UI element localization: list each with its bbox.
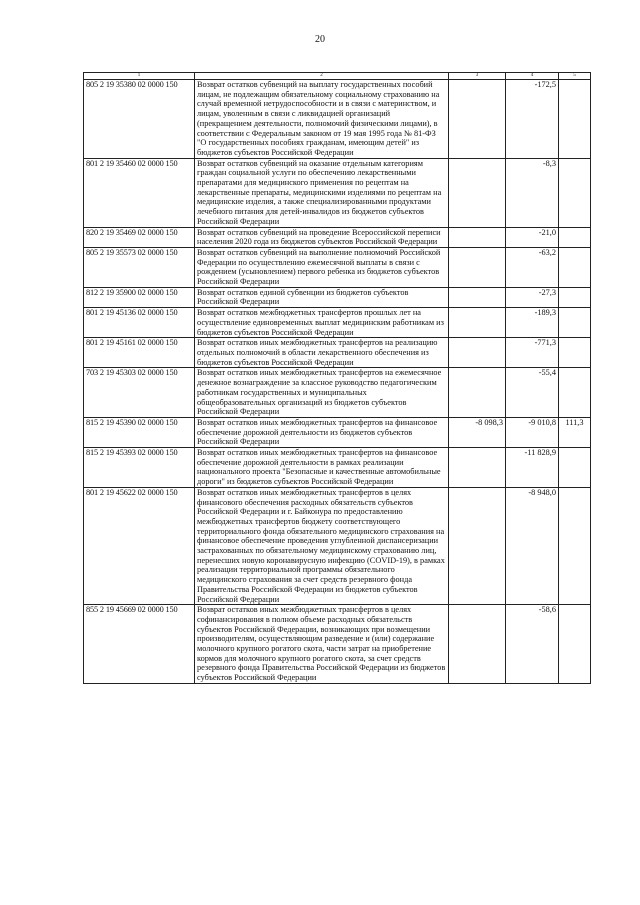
amount-col4-cell: -172,5 — [506, 80, 559, 159]
percent-col5-cell — [559, 158, 591, 227]
column-header-2: 2 — [195, 73, 449, 80]
percent-col5-cell — [559, 338, 591, 368]
table-row — [84, 158, 591, 227]
budget-code-cell: 815 2 19 45390 02 0000 150 — [84, 417, 195, 447]
amount-col3-cell — [449, 158, 506, 227]
table-row — [84, 448, 591, 488]
table-row — [84, 80, 591, 159]
table-row — [84, 308, 591, 338]
table-row — [84, 487, 591, 604]
description-cell: Возврат остатков субвенций на оказание отдельным категориям граждан социальной услуги по обеспечению лекарственными препаратами для медицинского применения по рецептам на лекарственные препараты, медицинскими изделиями по рецептам на медицинские изделия, а также специализированными продуктами лечебного питания для детей-инвалидов из бюджетов субъектов Российской Федерации — [195, 158, 449, 227]
budget-code-cell: 805 2 19 35573 02 0000 150 — [84, 247, 195, 287]
column-header-3: 3 — [449, 73, 506, 80]
percent-col5-cell — [559, 368, 591, 418]
table-row — [84, 338, 591, 368]
amount-col3-cell — [449, 487, 506, 604]
description-cell: Возврат остатков иных межбюджетных трансфертов на реализацию отдельных полномочий в области лекарственного обеспечения из бюджетов субъектов Российской Федерации — [195, 338, 449, 368]
amount-col4-cell: -771,3 — [506, 338, 559, 368]
percent-col5-cell — [559, 247, 591, 287]
amount-col4-cell: -8,3 — [506, 158, 559, 227]
description-cell: Возврат остатков субвенций на выполнение полномочий Российской Федерации по осуществлению ежемесячной выплаты в связи с рождением (усыновлением) первого ребенка из бюджетов субъектов Российской Федерации — [195, 247, 449, 287]
percent-col5-cell — [559, 448, 591, 488]
budget-code-cell: 812 2 19 35900 02 0000 150 — [84, 287, 195, 307]
budget-code-cell: 801 2 19 45622 02 0000 150 — [84, 487, 195, 604]
amount-col4-cell: -9 010,8 — [506, 417, 559, 447]
description-cell: Возврат остатков субвенций на выплату государственных пособий лицам, не подлежащим обязательному социальному страхованию на случай временной нетрудоспособности и в связи с материнством, и лицам, уволенным в связи с ликвидацией организаций (прекращением деятельности, полномочий физическими лицами), в соответствии с Федеральным законом от 19 мая 1995 года № 81-ФЗ "О государственных пособиях гражданам, имеющим детей" из бюджетов субъектов Российской Федерации — [195, 80, 449, 159]
percent-col5-cell — [559, 605, 591, 684]
table-row — [84, 287, 591, 307]
table-header-row — [84, 73, 591, 80]
table-row — [84, 605, 591, 684]
amount-col4-cell: -189,3 — [506, 308, 559, 338]
amount-col3-cell — [449, 287, 506, 307]
amount-col4-cell: -21,0 — [506, 227, 559, 247]
amount-col3-cell — [449, 605, 506, 684]
description-cell: Возврат остатков иных межбюджетных трансфертов на финансовое обеспечение дорожной деятельности в рамках реализации национального проекта "Безопасные и качественные автомобильные дороги" из бюджетов субъектов Российской Федерации — [195, 448, 449, 488]
amount-col3-cell — [449, 80, 506, 159]
percent-col5-cell — [559, 308, 591, 338]
description-cell: Возврат остатков межбюджетных трансфертов прошлых лет на осуществление единовременных выплат медицинским работникам из бюджетов субъектов Российской Федерации — [195, 308, 449, 338]
budget-code-cell: 801 2 19 35460 02 0000 150 — [84, 158, 195, 227]
description-cell: Возврат остатков единой субвенции из бюджетов субъектов Российской Федерации — [195, 287, 449, 307]
amount-col4-cell: -55,4 — [506, 368, 559, 418]
budget-code-cell: 801 2 19 45136 02 0000 150 — [84, 308, 195, 338]
amount-col3-cell — [449, 338, 506, 368]
budget-code-cell: 801 2 19 45161 02 0000 150 — [84, 338, 195, 368]
amount-col4-cell: -8 948,0 — [506, 487, 559, 604]
budget-code-cell: 703 2 19 45303 02 0000 150 — [84, 368, 195, 418]
amount-col4-cell: -27,3 — [506, 287, 559, 307]
description-cell: Возврат остатков иных межбюджетных трансфертов на ежемесячное денежное вознаграждение за классное руководство педагогическим работникам государственных и муниципальных общеобразовательных организаций из бюджетов субъектов Российской Федерации — [195, 368, 449, 418]
percent-col5-cell — [559, 287, 591, 307]
page-number: 20 — [315, 34, 325, 45]
table-row — [84, 368, 591, 418]
budget-code-cell: 805 2 19 35380 02 0000 150 — [84, 80, 195, 159]
amount-col3-cell: -8 098,3 — [449, 417, 506, 447]
table-row — [84, 247, 591, 287]
budget-code-cell: 820 2 19 35469 02 0000 150 — [84, 227, 195, 247]
amount-col4-cell: -63,2 — [506, 247, 559, 287]
revenue-table — [83, 72, 591, 684]
description-cell: Возврат остатков иных межбюджетных трансфертов в целях финансового обеспечения расходных обязательств субъектов Российской Федерации и г. Байконура по предоставлению межбюджетных трансфертов бюджету соответствующего территориального фонда обязательного медицинского страхования на финансовое обеспечение проведения углубленной диспансеризации застрахованных по обязательному медицинскому страхованию лиц, перенесших новую коронавирусную инфекцию (COVID-19), в рамках реализации территориальной программы обязательного медицинского страхования за счет средств резервного фонда Правительства Российской Федерации из бюджетов субъектов Российской Федерации — [195, 487, 449, 604]
amount-col3-cell — [449, 227, 506, 247]
amount-col3-cell — [449, 308, 506, 338]
description-cell: Возврат остатков субвенций на проведение Всероссийской переписи населения 2020 года из бюджетов субъектов Российской Федерации — [195, 227, 449, 247]
table-row — [84, 227, 591, 247]
description-cell: Возврат остатков иных межбюджетных трансфертов в целях софинансирования в полном объеме расходных обязательств субъектов Российской Федерации, возникающих при возмещении производителям, осуществляющим разведение и (или) содержание молочного крупного рогатого скота, части затрат на приобретение кормов для молочного крупного рогатого скота, за счет средств резервного фонда Правительства Российской Федерации из бюджетов субъектов Российской Федерации — [195, 605, 449, 684]
amount-col4-cell: -11 828,9 — [506, 448, 559, 488]
percent-col5-cell — [559, 80, 591, 159]
amount-col3-cell — [449, 448, 506, 488]
amount-col3-cell — [449, 247, 506, 287]
budget-code-cell: 855 2 19 45669 02 0000 150 — [84, 605, 195, 684]
percent-col5-cell — [559, 227, 591, 247]
percent-col5-cell: 111,3 — [559, 417, 591, 447]
column-header-1: 1 — [84, 73, 195, 80]
column-header-4: 4 — [506, 73, 559, 80]
description-cell: Возврат остатков иных межбюджетных трансфертов на финансовое обеспечение дорожной деятельности из бюджетов субъектов Российской Федерации — [195, 417, 449, 447]
column-header-5: 5 — [559, 73, 591, 80]
amount-col4-cell: -58,6 — [506, 605, 559, 684]
budget-code-cell: 815 2 19 45393 02 0000 150 — [84, 448, 195, 488]
amount-col3-cell — [449, 368, 506, 418]
percent-col5-cell — [559, 487, 591, 604]
table-row — [84, 417, 591, 447]
